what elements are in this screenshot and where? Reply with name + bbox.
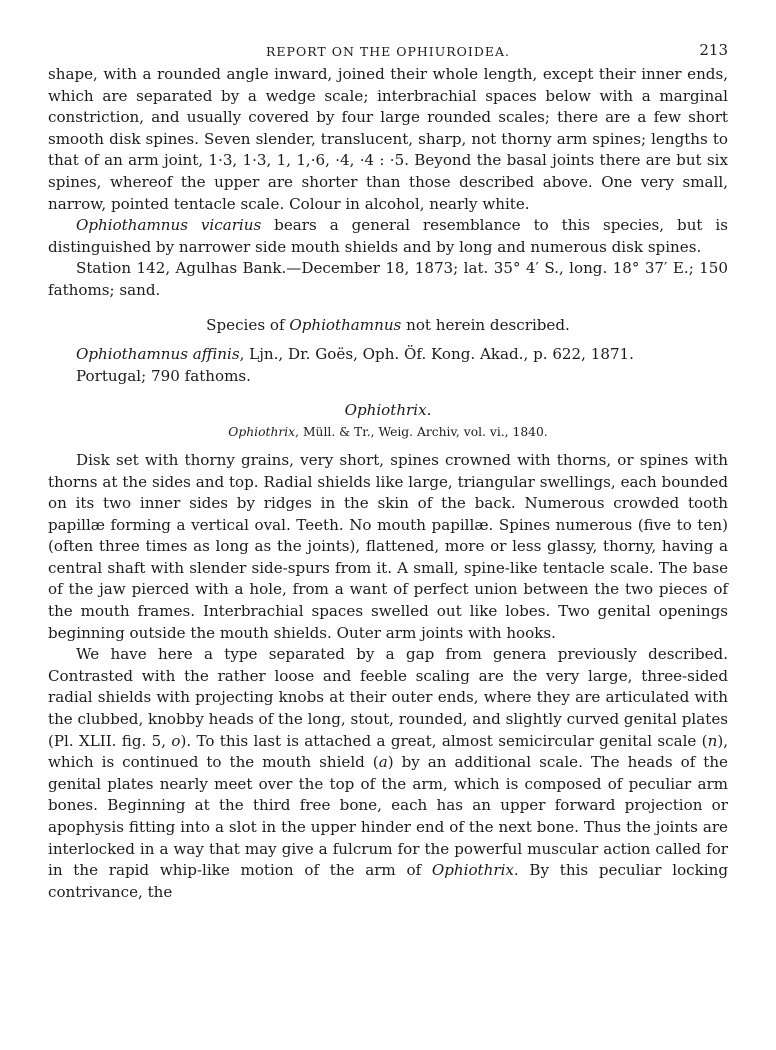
page-header bbox=[48, 38, 728, 64]
species-name: Ophiothamnus vicarius bbox=[76, 216, 262, 235]
genus-citation bbox=[48, 422, 728, 442]
citation-genus: Ophiothrix bbox=[228, 424, 296, 439]
paragraph-continued: shape, with a rounded angle inward, joined their whole length, except their inner ends, which are separated by a wedge scale; interbrachial spaces below with a marginal constriction, and usually covered by four large rounded scales; there are a few short smooth disk spines. Seven slender, translucent, sharp, not thorny arm spines; lengths to that of an arm joint, 1·3, 1·3, 1, 1,·6, ·4, ·4 : ·5. Beyond the basal joints there are but six spines, whereof the upper are shorter than those described above. One very small, narrow, pointed tentacle scale. Colour in alcohol, nearly white. bbox=[48, 65, 728, 213]
station-record: Station 142, Agulhas Bank.—December 18, 1873; lat. 35° 4′ S., long. 18° 37′ E.; 150 fathoms; sand. bbox=[48, 259, 728, 299]
heading-genus: Ophiothamnus bbox=[289, 315, 402, 334]
figure-letter-n: n bbox=[707, 731, 718, 750]
genus-title bbox=[48, 400, 728, 422]
paragraph-genus-description: Disk set with thorny grains, very short, spines crowned with thorns, or spines with thorns at the sides and top. Radial shields like large, triangular swellings, each bounded on its two inner sides by ridges in the skin of the back. Numerous crowded tooth papillæ forming a vertical oval. Teeth. No mouth papillæ. Spines numerous (five to ten) (often three times as long as the joints), flattened, more or less glassy, thorny, having a central shaft with slender side-spurs from it. A small, spine-like tentacle scale. The base of the jaw pierced with a hole, from a want of perfect union between the two pieces of the mouth frames. Interbrachial spaces swelled out like lobes. Two genital openings beginning outside the mouth shields. Outer arm joints with hooks. bbox=[48, 450, 728, 642]
text-run: We have here a type separated by a gap from genera previously described. Contrasted with the rather loose and feeble scaling are the very large, three-sided radial shields with projecting knobs at their outer ends, where they are articulated with the clubbed, knobby heads of the long, stout, rounded, and slightly curved genital plates (Pl. XLII. fig. 5, bbox=[48, 645, 728, 750]
genus-title-text: Ophiothrix. bbox=[344, 401, 432, 420]
affinis-reference bbox=[48, 344, 728, 366]
paragraph-text: bears a general resemblance to this species, but is distinguished by narrower side mouth shields and by long and numerous disk spines. bbox=[48, 216, 729, 256]
page bbox=[48, 38, 728, 903]
spacer bbox=[48, 336, 728, 344]
paragraph-type-discussion bbox=[48, 644, 728, 903]
text-run: ), which is continued to the mouth shield ( bbox=[48, 731, 728, 772]
spacer bbox=[48, 387, 728, 400]
section-heading bbox=[48, 315, 728, 337]
paragraph-vicarius bbox=[48, 215, 728, 258]
text-run: ). To this last is attached a great, almost semicircular genital scale ( bbox=[180, 731, 708, 750]
heading-prefix: Species of bbox=[206, 315, 290, 334]
reference-text: , Ljn., Dr. Goës, Oph. Öf. Kong. Akad., p. 622, 1871. bbox=[239, 345, 634, 364]
running-head: REPORT ON THE OPHIUROIDEA. bbox=[266, 44, 510, 59]
figure-letter-o: o bbox=[171, 731, 181, 750]
spacer bbox=[48, 442, 728, 450]
genus-name: Ophiothrix bbox=[431, 861, 514, 880]
text-run: . By this peculiar locking contrivance, the bbox=[48, 861, 728, 901]
heading-suffix: not herein described. bbox=[401, 315, 570, 334]
figure-letter-a: a bbox=[378, 753, 388, 772]
affinis-locality: Portugal; 790 fathoms. bbox=[76, 366, 251, 385]
text-run: ) by an additional scale. The heads of the genital plates nearly meet over the top of the arm, which is composed of peculiar arm bones. Beginning at the third free bone, each has an upper forward projection or apophysis fitting into a slot in the upper hinder end of the next bone. Thus the joints are interlocked in a way that may give a fulcrum for the powerful muscular action called for in the rapid whip-like motion of the arm of bbox=[48, 753, 728, 880]
citation-text: , Müll. & Tr., Weig. Archiv, vol. vi., 1840. bbox=[295, 424, 548, 439]
species-name: Ophiothamnus affinis bbox=[76, 345, 240, 364]
spacer bbox=[48, 302, 728, 315]
page-number: 213 bbox=[699, 41, 728, 59]
